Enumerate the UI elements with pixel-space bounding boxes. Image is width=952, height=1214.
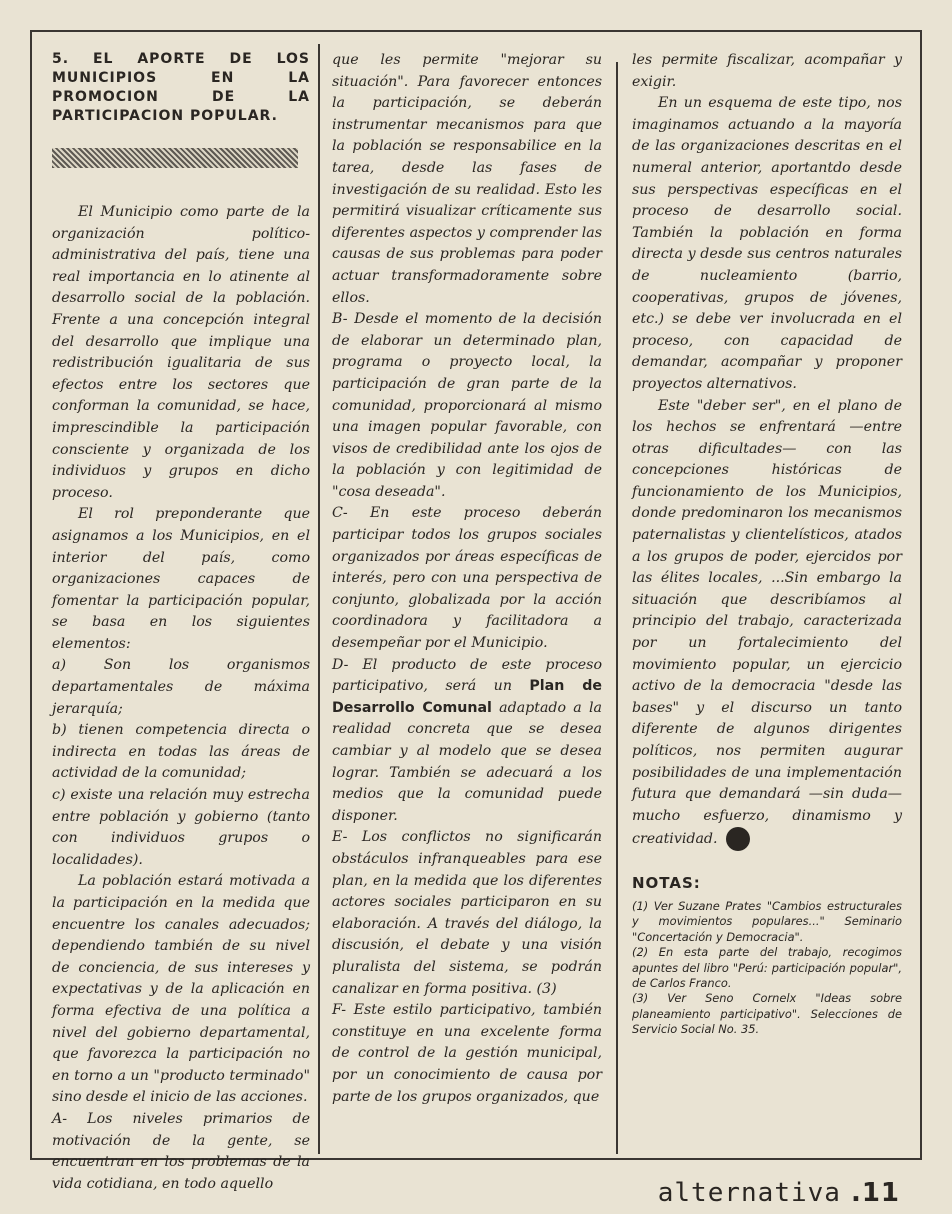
note-item: (3) Ver Seno Cornelx "Ideas sobre planeamiento participativo". Selecciones de Servicio Social No. 35. [632, 991, 902, 1037]
column-divider-1 [318, 44, 320, 1154]
note-item: (2) En esta parte del trabajo, recogimos apuntes del libro "Perú: participación popular", de Carlos Franco. [632, 945, 902, 990]
note-item: (1) Ver Suzane Prates "Cambios estructurales y movimientos populares..." Seminario "Concertación y Democracia". [632, 898, 902, 944]
magazine-name: alternativa [657, 1178, 841, 1208]
paragraph: El Municipio como parte de la organización político-administrativa del país, tiene una real importancia en lo atinente al desarrollo social de la población. Frente a una concepción integral del desarrollo que implique una redistribución igualitaria de sus efectos entre los sectores que conforman la comunidad, se hace, imprescindible la participación consciente y organizada de los individuos y grupos en dicho proceso. [52, 204, 310, 501]
paragraph: E- Los conflictos no significarán obstáculos infranqueables para ese plan, en la medida que los diferentes actores sociales participaron en su elaboración. A través del diálogo, la discusión, el debate y una visión pluralista del sistema, se podrán canalizar en forma positiva. (3) [332, 829, 602, 997]
paragraph: En un esquema de este tipo, nos imaginamos actuando a la mayoría de las organizaciones descritas en el numeral anterior, aportantdo desde sus perspectivas específicas en el proceso de desarrollo social. También la población en forma directa y desde sus centros naturales de nucleamiento (barrio, cooperativas, grupos de jóvenes, etc.) se debe ver involucrada en el proceso, con capacidad de demandar, acompañar y proponer proyectos alternativos. [632, 95, 902, 392]
paragraph: que les permite "mejorar su situación". Para favorecer entonces la participación, se deberán instrumentar mecanismos para que la población se responsabilice en la tarea, desde las fases de investigación de su realidad. Esto les permitirá visualizar críticamente sus diferentes aspectos y comprender las causas de sus problemas para poder actuar transformadoramente sobre ellos. [332, 52, 602, 306]
text-run: Este "deber ser", en el plano de los hechos se enfrentará —entre otras dificultades— con las concepciones históricas de funcionamiento de los Municipios, donde predominaron los mecanismos paternalistas y clientelísticos, atados a los grupos de poder, ejercidos por las élites locales, ...Sin embargo la situación que describíamos al principio del trabajo, caracterizada por un fortalecimiento del movimiento popular, un ejercicio activo de la democracia "desde las bases" y el discurso un tanto diferente de algunos dirigentes políticos, nos permiten augurar posibilidades de una implementación futura que demandará —sin duda— mucho esfuerzo, dinamismo y creatividad. [632, 397, 902, 848]
column-1 [52, 50, 310, 1195]
hatched-divider [52, 148, 298, 168]
text-run: D- El producto de este proceso participativo, será un [332, 656, 602, 695]
paragraph: F- Este estilo participativo, también constituye en una excelente forma de control de la gestión municipal, por un conocimiento de causa por parte de los grupos organizados, que [332, 1002, 602, 1105]
paragraph: les permite fiscalizar, acompañar y exigir. [632, 52, 902, 90]
column-divider-2 [616, 62, 618, 1154]
paragraph: A- Los niveles primarios de motivación de la gente, se encuentran en los problemas de la vida cotidiana, en todo aquello [52, 1110, 310, 1192]
page-number: .11 [850, 1178, 900, 1208]
paragraph: El rol preponderante que asignamos a los Municipios, en el interior del país, como organizaciones capaces de fomentar la participación popular, se basa en los siguientes elementos: [52, 506, 310, 652]
list-item: b) tienen competencia directa o indirecta en todas las áreas de actividad de la comunidad; [52, 722, 310, 782]
paragraph: B- Desde el momento de la decisión de elaborar un determinado plan, programa o proyecto local, la participación de gran parte de la comunidad, proporcionará al mismo una imagen popular favorable, con visos de credibilidad ante los ojos de la población y con legitimidad de "cosa deseada". [332, 311, 602, 500]
text-run: adaptado a la realidad concreta que se desea cambiar y al modelo que se desea lograr. También se adecuará a los medios que la comunidad puede disponer. [332, 699, 602, 824]
paragraph [332, 655, 602, 828]
up-arrow-circle-icon: ⇧ [726, 827, 750, 851]
column-3 [632, 50, 902, 1038]
column-2 [332, 50, 602, 1108]
paragraph: C- En este proceso deberán participar todos los grupos sociales organizados por áreas específicas de interés, pero con una perspectiva de conjunto, globalizada por la acción coordinadora y facilitadora a desempeñar por el Municipio. [332, 505, 602, 652]
section-heading: 5. EL APORTE DE LOS MUNICIPIOS EN LA PROMOCION DE LA PARTICIPACION POPULAR. [52, 51, 310, 124]
footer [658, 1178, 900, 1208]
list-item: a) Son los organismos departamentales de máxima jerarquía; [52, 657, 310, 717]
plan-title: Plan de Desarrollo Comunal [332, 678, 602, 716]
paragraph: La población estará motivada a la participación en la medida que encuentre los canales adecuados; dependiendo también de su nivel de conciencia, de sus intereses y expectativas y de la aplicación en forma efectiva de una política a nivel del gobierno departamental, que favorezca la participación no en torno a un "producto terminado" sino desde el inicio de las acciones. [52, 873, 310, 1106]
list-item: c) existe una relación muy estrecha entre población y gobierno (tanto con individuos grupos o localidades). [52, 787, 310, 868]
notes-title: NOTAS: [632, 874, 701, 893]
paragraph [632, 396, 902, 852]
